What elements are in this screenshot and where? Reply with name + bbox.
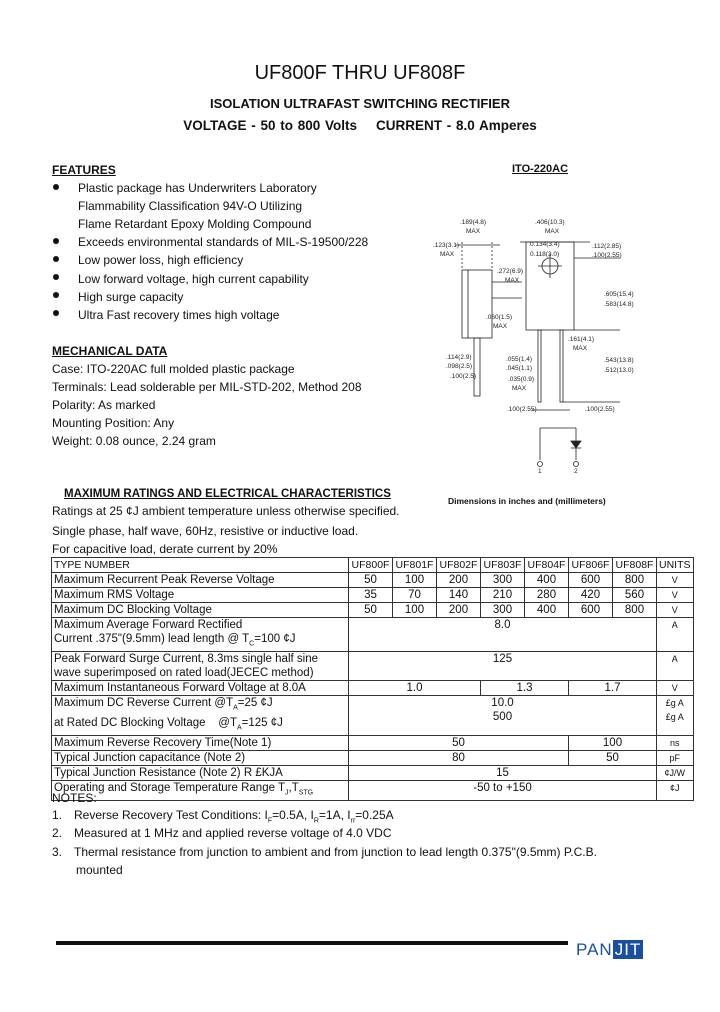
value-cell: 280 [525,588,569,603]
value-cell: 210 [481,588,525,603]
note-number: 3. [52,845,63,859]
param-label: Maximum DC Blocking Voltage [52,603,349,618]
dim-label: MAX [512,385,527,392]
units-header: UNITS [657,558,694,573]
dim-label: .045(1.1) [506,365,533,372]
package-outline-drawing [420,210,660,475]
param-label: Maximum Recurrent Peak Reverse Voltage [52,573,349,588]
unit-cell: ¢J/W [657,765,694,780]
table-header-row [52,558,694,573]
param-label-line: Peak Forward Surge Current, 8.3ms single half sine [54,653,318,666]
value-line: 10.0 [491,697,514,710]
label-text: at Rated DC Blocking Voltage @T [54,716,237,729]
part-header: UF806F [569,558,613,573]
dim-label: 0.118(3.0) [530,251,560,258]
brand-text: PAN [576,940,613,959]
unit-cell: A [657,652,694,681]
subscript: A [236,723,242,731]
value-cell: 400 [525,573,569,588]
value-cell: 800 [613,603,657,618]
note-fragment: Reverse Recovery Test Conditions: I [74,808,268,822]
mechanical-item: Weight: 0.08 ounce, 2.24 gram [52,434,216,448]
dim-label: .035(0.9) [508,376,535,383]
notes-heading: NOTES: [52,791,97,805]
note-fragment: =0.5A, I [272,808,314,822]
dim-label: .100(2.55) [585,406,615,413]
bullet-icon [53,274,59,280]
value-cell: 80 [349,750,569,765]
subscript: J [285,789,289,797]
note-text: mounted [76,863,123,877]
feature-item: Exceeds environmental standards of MIL-S-19500/228 [78,235,369,249]
value-cell: 100 [393,573,437,588]
value-cell: 300 [481,603,525,618]
part-header: UF804F [525,558,569,573]
dim-label: .161(4.1) [568,336,595,343]
pin-label: 1 [538,468,542,475]
value-cell: 1.3 [481,681,569,696]
dim-label: .543(13.8) [604,357,634,364]
table-row [52,573,694,588]
brand-logo [576,940,643,960]
param-label-line [54,632,346,651]
feature-item: Plastic package has Underwriters Laboratory [78,181,317,195]
subscript: C [249,640,255,648]
value-cell: 8.0 [349,618,657,652]
footer-rule [56,941,568,945]
label-text: =125 ¢J [241,716,283,729]
note-fragment: =1A, I [318,808,351,822]
value-cell: 35 [349,588,393,603]
value-cell: 100 [569,735,657,750]
mechanical-item: Polarity: As marked [52,398,156,412]
value-cell: 800 [613,573,657,588]
package-name: ITO-220AC [512,163,569,175]
param-label [52,652,349,681]
unit-line: £g A [665,698,684,709]
table-row [52,652,694,681]
table-row [52,618,694,652]
ratings-condition: Single phase, half wave, 60Hz, resistive or inductive load. [52,524,359,538]
unit-cell: pF [657,750,694,765]
brand-text-box: JIT [614,940,642,959]
param-label-line [54,696,346,715]
label-text: =25 ¢J [237,697,273,710]
table-row [52,750,694,765]
subscript: R [313,817,319,825]
note-text: Measured at 1 MHz and applied reverse voltage of 4.0 VDC [74,826,392,840]
feature-item: Low forward voltage, high current capability [78,272,309,286]
document-subtitle: ISOLATION ULTRAFAST SWITCHING RECTIFIER [210,96,510,111]
note-number: 1. [52,808,63,822]
bullet-icon [53,310,59,316]
label-text: Operating and Storage Temperature Range T [54,781,285,794]
dim-label: .112(2.85) [592,243,622,250]
value-cell: 1.0 [349,681,481,696]
note-fragment: =0.25A [355,808,394,822]
value-cell: 50 [349,573,393,588]
note-number: 2. [52,826,63,840]
dim-label: .406(10.3) [535,219,565,226]
param-label: Maximum Reverse Recovery Time(Note 1) [52,735,349,750]
unit-cell: V [657,603,694,618]
part-header: UF802F [437,558,481,573]
param-label: Typical Junction capacitance (Note 2) [52,750,349,765]
table-row [52,765,694,780]
param-label: Typical Junction Resistance (Note 2) R £KJA [52,765,349,780]
note-text: Thermal resistance from junction to ambient and from junction to lead length 0.375"(9.5mm) P.C.B. [74,845,597,859]
param-label: Maximum RMS Voltage [52,588,349,603]
dim-label: MAX [440,251,455,258]
dim-label: .605(15.4) [604,291,634,298]
label-text: =100 ¢J [254,633,296,645]
value-cell: 140 [437,588,481,603]
table-row [52,681,694,696]
param-label [52,696,349,736]
features-heading: FEATURES [52,163,116,177]
param-label-line: Maximum Average Forward Rectified [54,619,243,631]
part-header: UF800F [349,558,393,573]
dim-label: .123(3.1) [433,242,460,249]
feature-item: Flame Retardant Epoxy Molding Compound [78,217,312,231]
voltage-current-rating: VOLTAGE - 50 to 800 Volts CURRENT - 8.0 Amperes [183,118,537,133]
table-row [52,603,694,618]
dim-label: MAX [505,277,520,284]
dim-label: MAX [493,323,508,330]
dim-label: .055(1.4) [506,356,533,363]
value-cell: 200 [437,603,481,618]
unit-cell: V [657,588,694,603]
ratings-condition: Ratings at 25 ¢J ambient temperature unless otherwise specified. [52,504,400,518]
unit-cell [657,696,694,736]
value-cell: 200 [437,573,481,588]
part-header: UF808F [613,558,657,573]
unit-cell: V [657,573,694,588]
dimensions-caption: Dimensions in inches and (millimeters) [448,496,606,506]
value-cell: 70 [393,588,437,603]
unit-cell: ¢J [657,780,694,800]
value-cell: 300 [481,573,525,588]
value-cell: 50 [569,750,657,765]
dim-label: .098(2.5) [446,363,473,370]
unit-cell: A [657,618,694,652]
label-text: Maximum DC Reverse Current @T [54,697,234,710]
dim-label: .512(13.0) [604,367,634,374]
ratings-heading: MAXIMUM RATINGS AND ELECTRICAL CHARACTERISTICS [64,488,391,500]
bullet-icon [53,292,59,298]
dim-label: .114(2.9) [446,354,472,361]
feature-item: Ultra Fast recovery times high voltage [78,308,280,322]
value-cell: 400 [525,603,569,618]
value-cell: 600 [569,603,613,618]
value-cell: 420 [569,588,613,603]
bullet-icon [53,184,59,190]
subscript: A [233,704,238,712]
dim-label: 0.134(3.4) [530,241,560,248]
table-row [52,696,694,736]
value-cell: 15 [349,765,657,780]
value-line: 500 [492,711,513,724]
table-row [52,780,694,800]
dim-label: MAX [545,228,560,235]
pin-label: 2 [574,468,578,475]
value-cell: 600 [569,573,613,588]
type-number-header: TYPE NUMBER [52,558,349,573]
bullet-icon [53,256,59,262]
param-label: Maximum Instantaneous Forward Voltage at 8.0A [52,681,349,696]
dim-label: .272(6.9) [497,268,524,275]
dim-label: .060(1.5) [486,314,513,321]
subscript: F [267,817,273,825]
param-label-line: wave superimposed on rated load(JECEC method) [54,667,314,680]
document-title: UF800F THRU UF808F [254,62,466,84]
subscript: STG [298,789,314,797]
feature-item: Flammability Classification 94V-O Utilizing [78,199,303,213]
value-cell: 100 [393,603,437,618]
subscript: rr [350,817,356,825]
label-text: Current .375"(9.5mm) lead length @ T [54,633,250,645]
dim-label: .100(2.55) [507,406,537,413]
param-label [52,618,349,652]
feature-item: High surge capacity [78,290,184,304]
note-text [74,808,394,824]
value-cell: -50 to +150 [349,780,657,800]
part-header: UF801F [393,558,437,573]
value-cell: 50 [349,603,393,618]
table-row [52,735,694,750]
mechanical-item: Case: ITO-220AC full molded plastic package [52,362,295,376]
bullet-icon [53,238,59,244]
unit-line: £g A [665,712,684,723]
value-cell: 50 [349,735,569,750]
dim-label: .189(4.8) [460,219,487,226]
label-text: ,T [288,781,299,794]
value-cell: 1.7 [569,681,657,696]
dim-label: MAX [466,228,481,235]
table-row [52,588,694,603]
param-label-line [54,716,346,735]
feature-item: Low power loss, high efficiency [78,253,244,267]
ratings-table [51,557,694,801]
value-cell: 125 [349,652,657,681]
unit-cell: ns [657,735,694,750]
mechanical-item: Terminals: Lead solderable per MIL-STD-202, Method 208 [52,380,362,394]
value-cell [349,696,657,736]
dim-label: MAX [573,345,588,352]
ratings-condition: For capacitive load, derate current by 20% [52,542,278,556]
unit-cell: V [657,681,694,696]
mechanical-heading: MECHANICAL DATA [52,344,168,358]
dim-label: .100(2.5) [450,373,477,380]
value-cell: 560 [613,588,657,603]
mechanical-item: Mounting Position: Any [52,416,175,430]
part-header: UF803F [481,558,525,573]
dim-label: .583(14.8) [604,301,634,308]
dim-label: .100(2.55) [592,252,622,259]
